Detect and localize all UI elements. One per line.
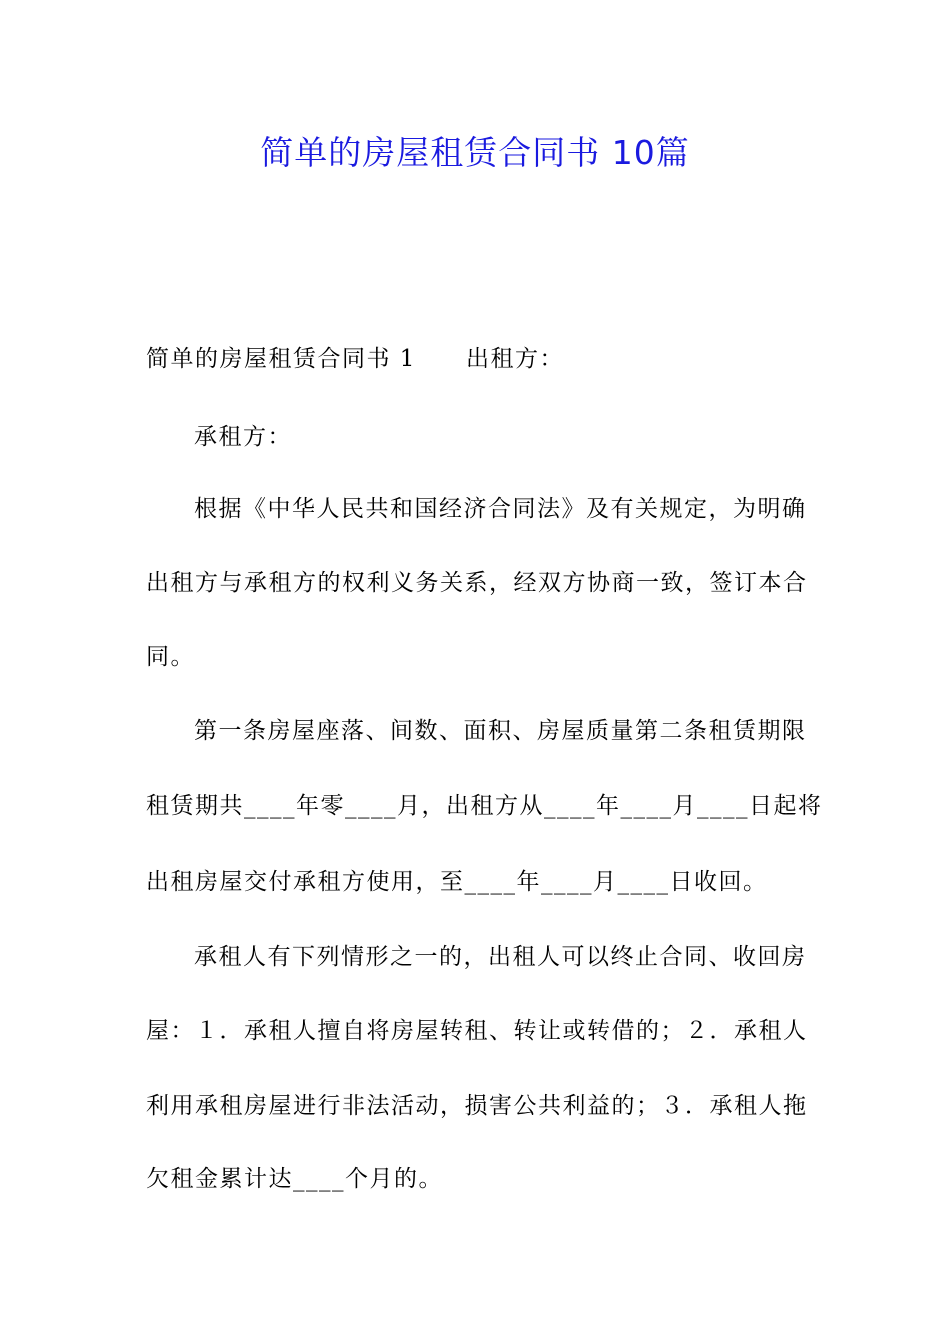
paragraph-line: 出租方与承租方的权利义务关系，经双方协商一致，签订本合 [146,570,808,596]
document-title: 简单的房屋租赁合同书 10篇 [260,133,690,172]
paragraph-line: 欠租金累计达____个月的。 [146,1166,443,1192]
paragraph-line: 利用承租房屋进行非法活动，损害公共利益的；３．承租人拖 [146,1093,808,1119]
paragraph-line: 屋：１．承租人擅自将房屋转租、转让或转借的；２．承租人 [146,1018,808,1044]
paragraph-line: 租赁期共____年零____月，出租方从____年____月____日起将 [146,793,823,819]
paragraph-line: 出租房屋交付承租方使用，至____年____月____日收回。 [146,869,768,895]
paragraph-line: 同。 [146,644,195,670]
lessor-label: 出租方： [465,346,564,372]
contract-heading: 简单的房屋租赁合同书 1 [146,346,416,372]
paragraph-line: 承租人有下列情形之一的，出租人可以终止合同、收回房 [194,944,807,970]
lessee-label: 承租方： [194,424,292,450]
paragraph-line: 第一条房屋座落、间数、面积、房屋质量第二条租赁期限 [194,718,807,744]
paragraph-line-1 [146,343,826,375]
paragraph-line: 根据《中华人民共和国经济合同法》及有关规定，为明确 [194,496,807,522]
